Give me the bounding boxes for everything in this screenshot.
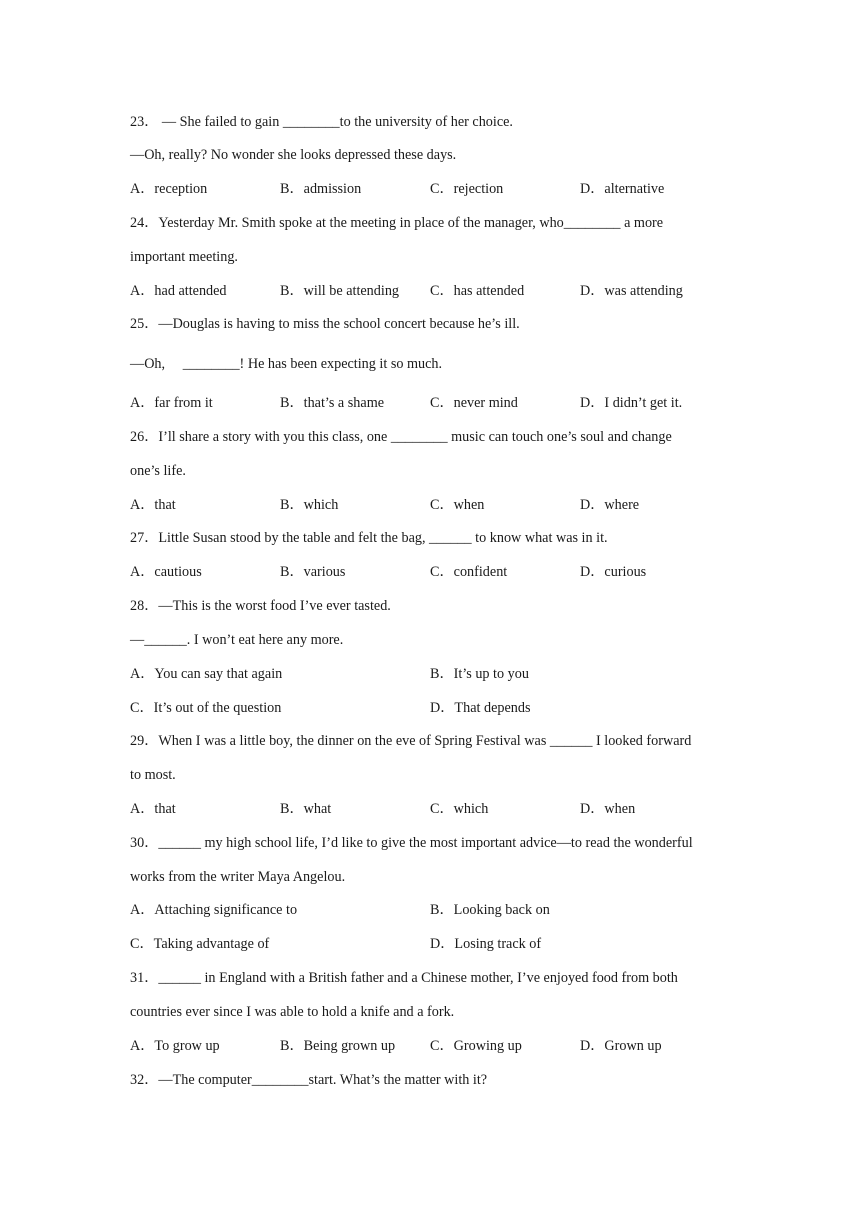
question-24-option-c: C．has attended [430,283,525,299]
question-31-stem: 31．______ in England with a British father and a Chinese mother, I’ve enjoyed food from both [130,970,678,986]
question-23-option-b: B．admission [280,181,362,197]
question-25-option-d: D．I didn’t get it. [580,395,683,411]
question-23-option-a: A．reception [130,181,208,197]
question-24-option-b: B．will be attending [280,283,400,299]
question-27-stem: 27．Little Susan stood by the table and felt the bag, ______ to know what was in it. [130,530,608,546]
question-27-option-a: A．cautious [130,564,202,580]
question-26-stem-cont: one’s life. [130,463,186,479]
question-27-option-d: D．curious [580,564,647,580]
question-23-option-c: C．rejection [430,181,504,197]
question-29-option-c: C．which [430,801,489,817]
question-31-option-d: D．Grown up [580,1038,662,1054]
question-29-stem-cont: to most. [130,767,176,783]
question-26-option-a: A．that [130,497,176,513]
question-24-stem: 24．Yesterday Mr. Smith spoke at the meeting in place of the manager, who________ a more [130,215,664,231]
question-31-stem-cont: countries ever since I was able to hold a knife and a fork. [130,1004,455,1020]
question-25-reply: —Oh, ________! He has been expecting it so much. [130,356,443,372]
question-29-stem: 29．When I was a little boy, the dinner on the eve of Spring Festival was ______ I looked forward [130,733,692,749]
question-31-option-b: B．Being grown up [280,1038,396,1054]
question-27-option-c: C．confident [430,564,508,580]
question-28-option-b: B．It’s up to you [430,666,529,682]
question-25-option-c: C．never mind [430,395,518,411]
question-28-option-c: C．It’s out of the question [130,700,282,716]
question-28-stem: 28．—This is the worst food I’ve ever tasted. [130,598,391,614]
question-28-option-a: A．You can say that again [130,666,283,682]
question-30-stem-cont: works from the writer Maya Angelou. [130,869,346,885]
question-28-reply: —______. I won’t eat here any more. [130,632,344,648]
question-23-stem: 23． — She failed to gain ________to the university of her choice. [130,114,513,130]
question-24-option-d: D．was attending [580,283,683,299]
question-25-option-b: B．that’s a shame [280,395,385,411]
question-26-stem: 26．I’ll share a story with you this class, one ________ music can touch one’s soul and change [130,429,672,445]
question-27-option-b: B．various [280,564,346,580]
question-25-option-a: A．far from it [130,395,213,411]
question-26-option-b: B．which [280,497,339,513]
question-30-option-a: A．Attaching significance to [130,902,298,918]
question-25-stem: 25．—Douglas is having to miss the school concert because he’s ill. [130,316,520,332]
question-23-reply: —Oh, really? No wonder she looks depressed these days. [130,147,457,163]
question-24-stem-cont: important meeting. [130,249,238,265]
question-31-option-c: C．Growing up [430,1038,522,1054]
question-29-option-a: A．that [130,801,176,817]
question-26-option-d: D．where [580,497,640,513]
question-30-stem: 30．______ my high school life, I’d like to give the most important advice—to read the wonderful [130,835,693,851]
question-24-option-a: A．had attended [130,283,227,299]
question-29-option-d: D．when [580,801,636,817]
question-28-option-d: D．That depends [430,700,531,716]
question-32-stem: 32．—The computer________start. What’s the matter with it? [130,1072,488,1088]
question-23-option-d: D．alternative [580,181,665,197]
question-30-option-b: B．Looking back on [430,902,550,918]
question-31-option-a: A．To grow up [130,1038,220,1054]
question-30-option-d: D．Losing track of [430,936,542,952]
question-29-option-b: B．what [280,801,332,817]
question-26-option-c: C．when [430,497,485,513]
question-30-option-c: C．Taking advantage of [130,936,270,952]
